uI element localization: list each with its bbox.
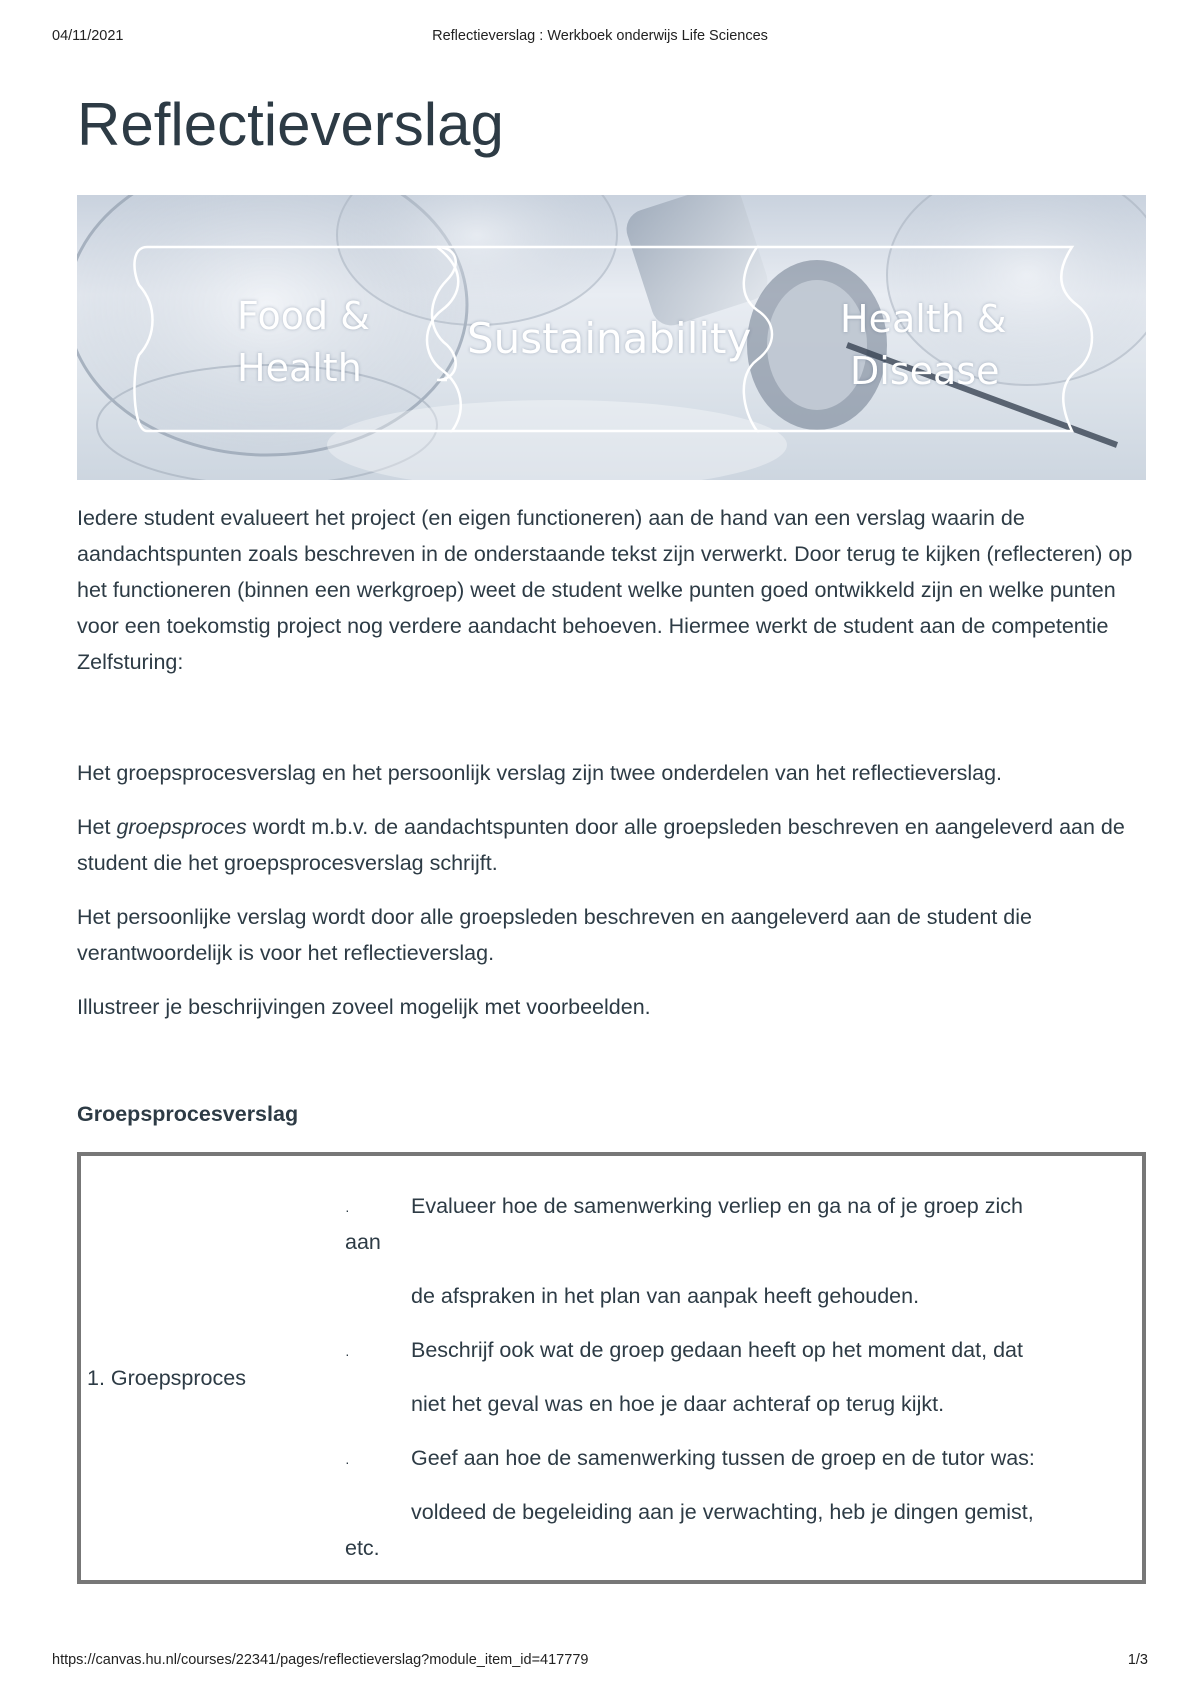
paragraph-groepsproces-end: wordt m.b.v. de aandachtspunten door alle groepsleden beschreven en aangeleverd aan de student die het groepsprocesverslag schrijft. [77, 815, 1125, 875]
content-section [77, 755, 1147, 1043]
section-heading-groepsprocesverslag: Groepsprocesverslag [77, 1102, 299, 1126]
bullet-3: · [345, 1454, 350, 1470]
intro-paragraph: Iedere student evalueert het project (en eigen functioneren) aan de hand van een verslag waarin de aandachtspunten zoals beschreven in de onderstaande tekst zijn verwerkt. Door terug te kijken (reflecteren) op het functioneren (binnen een werkgroep) weet de student welke punten goed ontwikkeld zijn en welke punten voor een toekomstig project nog verdere aandacht behoeven. Hiermee werkt de student aan de competentie Zelfsturing: [77, 506, 1133, 674]
banner-label-health-line1: Health & [840, 297, 1007, 341]
paragraph-illustreer: Illustreer je beschrijvingen zoveel mogelijk met voorbeelden. [77, 995, 651, 1019]
print-date: 04/11/2021 [52, 28, 124, 44]
paragraph-groepsproces [77, 809, 1147, 881]
print-url: https://canvas.hu.nl/courses/22341/pages/reflectieverslag?module_item_id=417779 [52, 1652, 589, 1668]
groepsproces-table [77, 1152, 1146, 1584]
banner-label-sustainability: Sustainability [467, 314, 752, 363]
print-footer [52, 1652, 1148, 1672]
table-line-5: Geef aan hoe de samenwerking tussen de groep en de tutor was: [411, 1446, 1035, 1470]
paragraph-persoonlijk: Het persoonlijke verslag wordt door alle groepsleden beschreven en aangeleverd aan de student die verantwoordelijk is voor het reflectieverslag. [77, 905, 1032, 965]
table-line-3: Beschrijf ook wat de groep gedaan heeft op het moment dat, dat [411, 1338, 1023, 1362]
banner-label-food-line2: Health [237, 346, 362, 390]
banner-label-food-line1: Food & [237, 294, 370, 338]
banner-image [77, 195, 1146, 480]
intro-section [77, 500, 1147, 698]
paragraph-two-parts: Het groepsprocesverslag en het persoonlijk verslag zijn twee onderdelen van het reflectieverslag. [77, 761, 1003, 785]
banner-label-health-line2: Disease [850, 349, 1000, 393]
bullet-2: · [345, 1346, 350, 1362]
paragraph-groepsproces-start: Het [77, 815, 117, 839]
table-line-2: de afspraken in het plan van aanpak heeft gehouden. [411, 1284, 920, 1308]
table-line-6-wrap: etc. [345, 1536, 380, 1560]
page-title: Reflectieverslag [77, 91, 504, 158]
table-row-label: 1. Groepsproces [87, 1366, 246, 1390]
table-line-4: niet het geval was en hoe je daar achteraf op terug kijkt. [411, 1392, 945, 1416]
paragraph-groepsproces-italic: groepsproces [116, 815, 247, 839]
print-page-title: Reflectieverslag : Werkboek onderwijs Life Sciences [432, 28, 768, 44]
table-line-6: voldeed de begeleiding aan je verwachting, heb je dingen gemist, [411, 1500, 1034, 1524]
bullet-1: · [345, 1202, 350, 1218]
banner-label-health-disease [840, 293, 1007, 397]
table-line-1-wrap: aan [345, 1230, 381, 1254]
table-line-1: Evalueer hoe de samenwerking verliep en ga na of je groep zich [411, 1194, 1023, 1218]
print-header [52, 28, 1148, 48]
banner-label-food-health [237, 290, 370, 394]
print-page-number: 1/3 [1127, 1652, 1148, 1668]
